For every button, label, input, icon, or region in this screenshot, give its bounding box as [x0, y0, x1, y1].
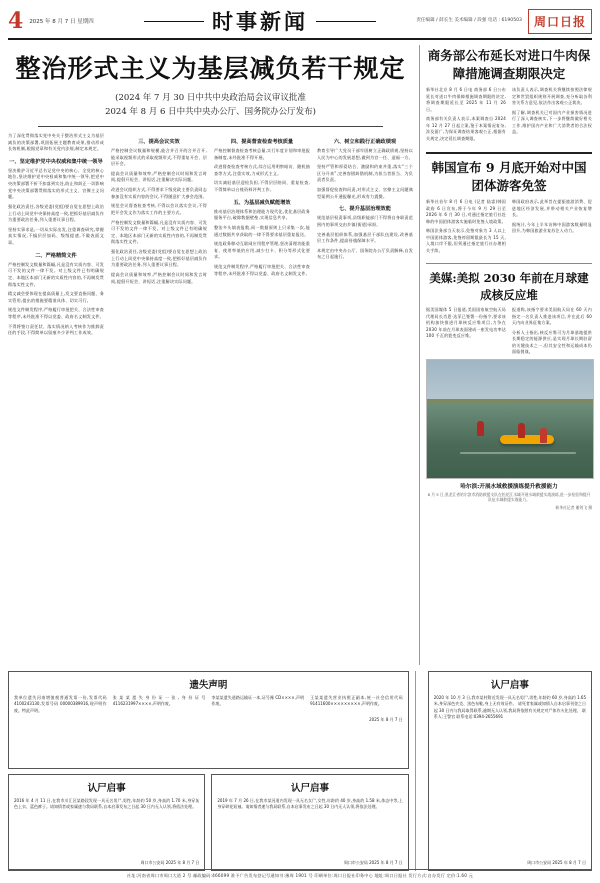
- notice-signature: 周口市公安局 2025 年 8 月 7 日: [343, 859, 403, 865]
- notice-body: 张某某遗失身份证一张,身份证号 4116231997××××,声明作废。: [112, 695, 206, 707]
- paragraph: 强化政治责任,各级党委(党组)要自觉在思想上政治上行动上同党中央保持高度一致,把抓好基层减负作为重要政治任务,列入重要议事日程。: [111, 249, 207, 268]
- side-story-1-col-2: [512, 87, 592, 145]
- notice-body: 王某某遗失营业执照正副本,统一社会信用代码 91411600×××××××××,声明作废。: [310, 695, 403, 707]
- paragraph: 切实减轻基层迎检负担,不得层层陪同、重复检查,不得简单以台账资料评判工作。: [214, 180, 310, 192]
- notices-zone: [8, 671, 592, 871]
- lead-headline-block: [8, 49, 413, 120]
- page-footer: 社址:河南省周口市周口大道 2 号 邮政编码:466099 准予广告发布登记号通知书:豫周 1901 号 印刷单位:周口日报社印务中心 地址:周口日报社 发行方式:自办发行 定价:1.60 元: [8, 869, 592, 879]
- paragraph: 韩国法务部当天表示,免签对象为 3 人以上中国团体游客,免签停留期限最长为 15 天,入境口岸不限,但须通过指定旅行社办理相关手续。: [426, 228, 506, 253]
- side-story-3-col-1: [426, 307, 506, 358]
- article-column-1: [8, 133, 104, 340]
- main-article-zone: [8, 45, 420, 665]
- photo-caption-detail: 8 月 5 日,黑龙江省哈尔滨市消防救援支队在松花江水域开展水域救援实战演练,进一步检验和提升队伍水域救援实战能力。: [427, 491, 591, 503]
- page-number: 4: [8, 8, 24, 34]
- notice-col-4: [310, 695, 403, 714]
- notice-title: 遗失声明: [189, 680, 228, 691]
- notice-body: 2020 年 10 月 3 日,我市某村附近发现一具无名男尸,男性,年龄约 60 岁,身高约 1.65 米,身穿深色夹克、黑色布鞋,身上无有效证件。 请死者家属或知情人自本启事刊登之日起 30 日内与我局取得联系,逾期无人认领,我局将依照有关规定对尸体作火化处理。 联系人:王警官 联系电话:0394-2655691: [433, 695, 586, 720]
- paragraph: 精文减会要体现在提高质量上,发文要直指问题、务实管用,提出的措施要精准具体、切实可行。: [8, 291, 104, 303]
- paragraph: 分析人士指出,核反应堆可为月球基地提供长期稳定的能源供应,是实现月球长期驻留的关键技术之一,但其安全性和运输成本仍面临挑战。: [512, 329, 592, 355]
- photo-byline: 新华社记者 谢剑飞 摄: [555, 505, 592, 510]
- notice-lost-statement: [8, 671, 409, 769]
- section-heading: 七、提升基层治理效能: [339, 206, 391, 213]
- notice-columns: [14, 695, 403, 714]
- paragraph: 强化政治责任,各级党委(党组)要自觉在思想上政治上行动上同党中央保持高度一致,把抓好基层减负作为重要政治任务,列入重要议事日程。: [8, 203, 104, 223]
- notice-date: 2025 年 8 月 7 日: [369, 717, 403, 723]
- paragraph: 加强督促检查和问责,对形式主义、官僚主义问题典型案例公开通报曝光,形成有力震慑。: [317, 187, 413, 199]
- article-columns: [8, 133, 413, 340]
- notice-body-claim-2: [211, 774, 408, 872]
- photo-caption: 哈尔滨:开展水域救援演练提升救援能力: [460, 483, 558, 490]
- paragraph: 新华社北京 8 月 6 日电 商务部 6 日公布延长对进口牛肉保障措施调查期限的决定,将调查期限延长至 2025 年 11 月 26 日。: [426, 87, 506, 112]
- notice-col-3: [211, 695, 304, 714]
- side-story-2-col-2: [512, 199, 592, 257]
- side-story-2-title: 韩国宣布 9 月底开始对中国团体游客免签: [431, 160, 587, 194]
- paragraph: 本规定由中央办公厅、国务院办公厅负责解释,自发布之日起施行。: [317, 247, 413, 260]
- notice-body: 李某某遗失道路运输证一本,证号豫 CD××××,声明作废。: [211, 695, 305, 707]
- paragraph: 改进督查检查考核方式,综合运用明察暗访、随机抽查等方式,注重实效,力戒形式主义。: [214, 164, 310, 176]
- paragraph: 规范政务移动互联网应用程序管理,坚决清理功能重复、使用率低的应用,减少打卡、积分等形式化要求。: [214, 241, 310, 260]
- notice-body-claim-3: [428, 671, 592, 871]
- section-heading: 五、为基层减负赋能增效: [233, 199, 291, 206]
- side-story-2-col-1: [426, 199, 506, 257]
- notice-body: 2016 年 4 月 11 日,在我市川汇区某路段发现一具无名男尸,男性,年龄约 50 岁,身高约 1.70 米,身穿灰色上衣、蓝色裤子。请知情者或家属速与我局联系,自本启事发布之日起 30 日内无人认领,将依法处理。: [14, 797, 200, 809]
- newspaper-logo: 周口日报: [528, 9, 592, 34]
- article-column-3: [214, 133, 310, 340]
- side-stories-zone: [420, 45, 592, 665]
- rule-right: [316, 21, 376, 22]
- paragraph: 完善基层组织体系,加强基层干部队伍建设,改善基层工作条件,提高待遇保障水平。: [317, 231, 413, 244]
- notice-signature: 周口市公安局 2025 年 8 月 7 日: [527, 859, 586, 865]
- paragraph: 推动基层治理体系和治理能力现代化,优化基层政务服务平台,破除数据壁垒,实现信息共享。: [214, 208, 310, 221]
- paragraph: 不得将签订责任状、落实情况纳入考核作为推卸责任的手段,不得简单以留痕多少评判工作成效。: [8, 323, 104, 336]
- paragraph: 该负责人表示,调查机关将继续按照法律规定和世贸组织规则开展调查,充分听取各利害关系方意见,依法作出客观公正裁决。: [512, 87, 592, 106]
- paragraph: 严格控制督查检查考核总量,实行年度计划和审批报备制度,未经批准不得开展。: [214, 147, 310, 160]
- notice-title: 认尸启事: [291, 782, 330, 794]
- paragraph: 规范会议督查检查考核,不得以会议落实会议,不得把开会发文作为落实工作的主要方式。: [111, 203, 207, 215]
- side-divider-1: [426, 152, 592, 154]
- notice-col-1: [14, 695, 107, 714]
- side-story-2-body: [426, 199, 592, 257]
- side-story-3-title: 美媒:美拟 2030 年前在月球建成核反应堆: [429, 271, 589, 302]
- paragraph: 严格控制发文数量和篇幅,凡是没有实质内容、可发可不发的文件一律不发。对上级文件已有明确规定、本地区本部门无新的实质性内容的,不再制发贯彻落实性文件。: [8, 261, 104, 287]
- article-column-4: [317, 133, 413, 340]
- masthead: [8, 6, 592, 40]
- paragraph: 坚持实事求是,一切从实际出发,注重调查研究,掌握真实情况,不搞层层加码、级级提速,不做表面文章。: [8, 226, 104, 245]
- paragraph: 规范文件制发程序,严格履行审批把关、合法性审查等程序,未经批准不得以党委、政府名义制发文件。: [8, 307, 104, 319]
- section-heading: 二、严格精简文件: [35, 252, 77, 259]
- lead-sub-2: 2024 年 8 月 6 日中共中央办公厅、国务院办公厅发布): [105, 107, 316, 118]
- notice-signature: 周口市公安局 2025 年 8 月 7 日: [140, 859, 200, 865]
- side-story-1-title: 商务部公布延长对进口牛肉保障措施调查期限决定: [427, 48, 591, 82]
- paragraph: 规范文件制发程序,严格履行审批把关、合法性审查等程序,未经批准不得以党委、政府名义制发文件。: [214, 264, 310, 276]
- paragraph: 韩国政府表示,此举旨在提振旅游消费、促进地区经济发展,并带动相关产业恢复增长。: [512, 199, 592, 218]
- paragraph: 严格控制会议数量和规模,能合并召开的合并召开,能采取视频形式的采取视频形式,不得重复开会、层层开会。: [111, 147, 207, 167]
- notice-title: 认尸启事: [87, 782, 126, 794]
- photo-rescuer: [540, 428, 547, 443]
- photo-rescuer: [477, 421, 484, 436]
- paragraph: 据统计,今年上半年访韩中国游客数量明显回升,为韩国旅游业复苏注入动力。: [512, 221, 592, 234]
- paragraph: 新华社首尔 8 月 6 日电 (记者 陆睿)韩国政府 6 日宣布,将于今年 9 月 29 日至 2026 年 6 月 30 日,对通过指定旅行社赴韩的中国团体游客实施临时免签入境政策。: [426, 199, 506, 224]
- paragraph: 改进会议组织方式,不得要求下级党政主要负责同志参加没有实质内容的会议,不得随意扩大参会范围。: [111, 187, 207, 199]
- side-story-1-body: [426, 87, 592, 145]
- masthead-credits: 责任编辑 / 薛长生 美术编辑 / 段强 电话 : 6190503: [416, 17, 522, 23]
- paragraph: 规范基层权责事项,县级职能部门不得将自身职责范围内的事项交由乡镇(街道)承担。: [317, 215, 413, 227]
- paragraph: 提高会议质量和效率,严格控制会议时间和发言时间,提倡开短会、讲短话,注重解决实际问题。: [111, 271, 207, 284]
- headline-divider: [38, 126, 383, 127]
- paragraph: 坚持严管和厚爱结合、激励和约束并重,落实“三个区分开来”,完善容错纠错机制,为担当者担当、为负责者负责。: [317, 164, 413, 183]
- news-photo: [426, 359, 594, 479]
- notice-body: 我单位遗失河南增值税普通发票一份,发票代码 4100243130,发票号码 00000389916,现声明作废。特此声明。: [14, 695, 107, 713]
- masthead-center: [104, 6, 416, 36]
- notice-body-claim-1: [8, 774, 205, 872]
- notice-col-2: [113, 695, 206, 714]
- page-body: [8, 45, 592, 665]
- section-heading: 六、树立和践行正确政绩观: [333, 138, 397, 145]
- dateline: 2025 年 8 月 7 日 星期四: [29, 19, 94, 25]
- paragraph: 报道称,该指令要求美国航天局在 60 天内指定一名负责人推进该项目,并在此后 60 天内向业界征集方案。: [512, 307, 592, 326]
- notice-body: 2019 年 7 月 26 日,在我市某河道内发现一具无名女尸,女性,年龄约 40 岁,身高约 1.58 米,体态中等,上身穿碎花短袖。请知情者速与我局联系,自本启事发布之日起 30 日内无人认领,将依法处理。: [217, 797, 403, 809]
- notices-right: [422, 671, 592, 871]
- paragraph: 严格控制发文数量和篇幅,凡是没有实质内容、可发可不发的文件一律不发。对上级文件已有明确规定、本地区本部门无新的实质性内容的,不再制发贯彻落实性文件。: [111, 219, 207, 245]
- masthead-title: 时事新闻: [212, 9, 309, 34]
- paragraph: 商务部有关负责人表示,本案调查自 2024 年 12 月 27 日起立案,鉴于本案情况复杂,涉及面广,为保证调查结果客观公正,根据有关规定,决定延长调查期限。: [426, 116, 506, 141]
- side-story-3-body: [426, 307, 592, 358]
- notices-left: [8, 671, 416, 871]
- lead-headline: 整治形式主义为基层减负若干规定: [15, 54, 406, 83]
- section-heading: 一、坚定维护党中央权威和集中统一领导: [9, 158, 103, 165]
- paragraph: 据了解,调查机关已对国内产业损害情况进行了深入调查核实,下一步将继续做好相关工作,维护国内产业和广大消费者的合法权益。: [512, 109, 592, 135]
- photo-rescuer: [518, 423, 525, 438]
- rule-left: [144, 21, 204, 22]
- paragraph: 提高会议质量和效率,严格控制会议时间和发言时间,提倡开短会、讲短话,注重解决实际问题。: [111, 170, 207, 183]
- notices-row-bottom: [8, 774, 409, 872]
- side-story-1-col-1: [426, 87, 506, 145]
- paragraph: 据美国媒体 5 日报道,美国国家航空航天局代理局长肖恩·达菲已签署一份指令,要求该机构加快推进月球核反应堆项目,力争在 2030 年前在月球表面建成一座发电功率达 100 千瓦的裂变反应堆。: [426, 307, 506, 339]
- paragraph: 整治多头填表报数,同一数据原则上只采集一次,能通过数据共享获取的一律不得要求基层重复报送。: [214, 224, 310, 237]
- lead-sub-1: (2024 年 7 月 30 日中共中央政治局会议审议批准: [115, 93, 306, 103]
- paragraph: 教育引导广大党员干部牢固树立正确政绩观,坚持以人民为中心的发展思想,做到为官一任、造福一方。: [317, 147, 413, 160]
- article-column-2: [111, 133, 207, 340]
- notices-row-top: [8, 671, 409, 769]
- notice-title: 认尸启事: [490, 680, 529, 691]
- lead-intro: 为了深化贯彻落实党中央关于整治形式主义为基层减负的决策部署,巩固拓展主题教育成果,推动形成长效机制,根据党章和有关党内法规,制定本规定。: [8, 132, 104, 152]
- paragraph: 坚决维护习近平总书记党中央的核心、全党的核心地位,坚决维护党中央权威和集中统一领导,把党中央决策部署不折不扣落到实处,防止和纠正一切影响党中央决策部署贯彻落实的形式主义、官僚主义问题。: [8, 167, 104, 200]
- photo-ripple: [460, 452, 576, 454]
- section-heading: 四、提高督查检查考核质量: [230, 138, 294, 145]
- side-divider-2: [426, 263, 592, 264]
- side-story-3-col-2: [512, 307, 592, 358]
- section-heading: 三、提高会议实效: [138, 138, 180, 145]
